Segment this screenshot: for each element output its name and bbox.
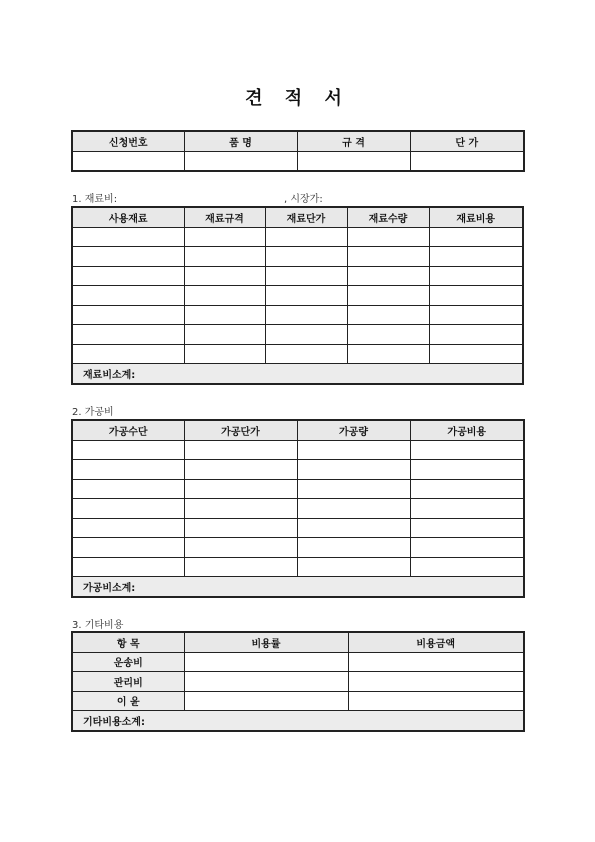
header-spec: 규 격 xyxy=(297,131,410,151)
table-row xyxy=(72,479,524,499)
request-info-table xyxy=(71,130,525,172)
table-header-row xyxy=(72,207,523,227)
header-request-number: 신청번호 xyxy=(72,131,184,151)
processing-subtotal-label: 가공비소계: xyxy=(72,577,524,597)
header-product-name: 품 명 xyxy=(184,131,297,151)
row-label-management: 관리비 xyxy=(72,672,184,692)
table-row xyxy=(72,266,523,286)
row-label-shipping: 운송비 xyxy=(72,652,184,672)
table-header-row xyxy=(72,632,524,652)
material-cost-table xyxy=(71,206,524,385)
other-subtotal-row xyxy=(72,711,524,731)
table-row xyxy=(72,691,524,711)
header-material-unit-price: 재료단가 xyxy=(265,207,347,227)
request-number-cell[interactable] xyxy=(72,151,184,171)
header-processing-cost: 가공비용 xyxy=(410,420,524,440)
table-row xyxy=(72,518,524,538)
table-row xyxy=(72,325,523,345)
market-price-label: , 시장가: xyxy=(284,194,323,205)
material-subtotal-label: 재료비소계: xyxy=(72,364,523,384)
table-row xyxy=(72,151,524,171)
header-material-quantity: 재료수량 xyxy=(347,207,429,227)
processing-cost-table xyxy=(71,419,525,598)
table-row xyxy=(72,538,524,558)
header-processing-method: 가공수단 xyxy=(72,420,184,440)
table-header-row xyxy=(72,131,524,151)
table-header-row xyxy=(72,420,524,440)
header-material-cost: 재료비용 xyxy=(429,207,523,227)
spec-cell[interactable] xyxy=(297,151,410,171)
row-label-profit: 이 윤 xyxy=(72,691,184,711)
table-row xyxy=(72,247,523,267)
table-row xyxy=(72,305,523,325)
header-processing-unit-price: 가공단가 xyxy=(184,420,297,440)
material-cost-label: 1. 재료비: xyxy=(72,194,118,205)
other-cost-table xyxy=(71,631,525,732)
table-row xyxy=(72,499,524,519)
document-title: 견 적 서 xyxy=(245,88,350,109)
header-processing-amount: 가공량 xyxy=(297,420,410,440)
header-item: 항 목 xyxy=(72,632,184,652)
table-row xyxy=(72,557,524,577)
section-2-label: 2. 가공비 xyxy=(72,407,114,418)
table-row xyxy=(72,344,523,364)
table-row xyxy=(72,652,524,672)
product-name-cell[interactable] xyxy=(184,151,297,171)
table-row xyxy=(72,227,523,247)
header-material-spec: 재료규격 xyxy=(184,207,265,227)
section-3-label: 3. 기타비용 xyxy=(72,620,124,631)
table-row xyxy=(72,440,524,460)
header-unit-price: 단 가 xyxy=(410,131,524,151)
material-subtotal-row xyxy=(72,364,523,384)
other-subtotal-label: 기타비용소계: xyxy=(72,711,524,731)
table-row xyxy=(72,460,524,480)
processing-subtotal-row xyxy=(72,577,524,597)
section-1-label xyxy=(72,190,323,205)
table-row xyxy=(72,672,524,692)
header-material: 사용재료 xyxy=(72,207,184,227)
header-cost-rate: 비용률 xyxy=(184,632,348,652)
unit-price-cell[interactable] xyxy=(410,151,524,171)
header-cost-amount: 비용금액 xyxy=(348,632,524,652)
table-row xyxy=(72,286,523,306)
